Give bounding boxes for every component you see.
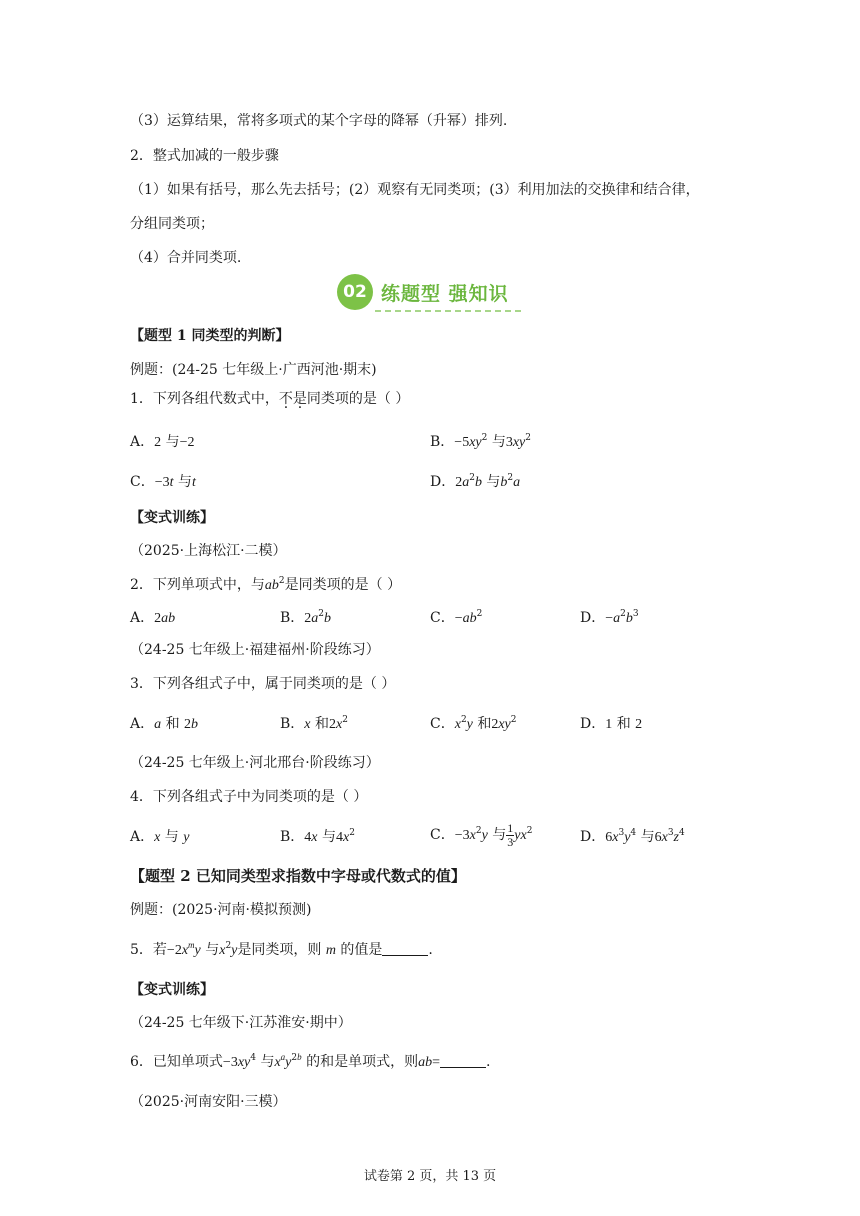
banner-title: 练题型 强知识: [381, 283, 509, 305]
q3-option-a: A．a 和 2b: [130, 716, 199, 732]
q4-option-c: C．$-3x^2y$ 与 $\frac{1}{3}$ $yx^2$: [430, 820, 533, 849]
q4-option-b: B．4x 与$4x^2$: [280, 828, 355, 845]
q6-source: （24-25 七年级下·江苏淮安·期中）: [130, 1015, 352, 1031]
q3-option-b: B．x 和$2x^2$: [280, 715, 348, 732]
q1-option-a: A．2 与−2: [130, 434, 195, 450]
page-footer: 试卷第 2 页，共 13 页: [363, 1169, 497, 1184]
banner-underline: [375, 310, 521, 312]
question-3: 3．下列各组式子中，属于同类项的是（ ）: [130, 676, 396, 692]
q7-source: （2025·河南安阳·三模）: [130, 1094, 287, 1110]
q4-option-a: A．x 与 y: [130, 829, 190, 845]
question-5: 5．若$-2x^my$ 与$x^2y$是同类项，则 m 的值是 .: [130, 940, 433, 958]
section-banner: [337, 274, 527, 314]
q2-option-d: D．$-a^2b^3$: [580, 609, 639, 626]
q1-option-d: D．$2a^2b$ 与$b^2a$: [430, 473, 521, 490]
fraction-one-third: $\frac{1}{3}$: [507, 820, 514, 849]
answer-blank-6: [440, 1053, 486, 1068]
type2-example-source: 例题：(2025·河南·模拟预测): [130, 902, 312, 918]
q2-source: （2025·上海松江·二模）: [130, 543, 287, 559]
type1-variant-heading: 【变式训练】: [130, 510, 214, 526]
question-1: 1．下列各组代数式中，不是同类项的是（ ）: [130, 391, 410, 407]
intro-line-3: （1）如果有括号，那么先去括号；(2）观察有无同类项；(3）利用加法的交换律和结合律，: [130, 182, 700, 198]
intro-line-1: （3）运算结果，常将多项式的某个字母的降幂（升幂）排列.: [130, 113, 508, 129]
q2-option-b: B．$2a^2b$: [280, 609, 332, 626]
type2-variant-heading: 【变式训练】: [130, 982, 214, 998]
question-6: 6．已知单项式$-3xy^4$ 与$x^ay^{2b}$ 的和是单项式，则ab= .: [130, 1052, 491, 1070]
intro-line-5: （4）合并同类项.: [130, 250, 242, 266]
q1-option-c: C．−3t 与t: [130, 474, 196, 490]
q1-option-b: B．$-5xy^2$ 与$3xy^2$: [430, 433, 531, 450]
type1-heading: 【题型 1 同类型的判断】: [130, 328, 290, 344]
q4-option-d: D．$6x^3y^4$ 与$6x^3z^4$: [580, 828, 685, 845]
banner-number: 02: [337, 274, 373, 310]
question-4: 4．下列各组式子中为同类项的是（ ）: [130, 789, 368, 805]
type1-example-source: 例题：(24-25 七年级上·广西河池·期末): [130, 362, 377, 378]
intro-line-2: 2．整式加减的一般步骤: [130, 148, 279, 164]
intro-line-4: 分组同类项；: [130, 216, 214, 232]
q3-option-c: C．$x^2y$ 和$2xy^2$: [430, 715, 517, 732]
q2-option-a: A．2ab: [130, 610, 176, 626]
emphasis-dot-2: 是: [292, 391, 307, 407]
answer-blank-5: [382, 941, 428, 956]
q3-option-d: D．1 和 2: [580, 716, 643, 732]
question-2: 2．下列单项式中，与$ab^2$是同类项的是（ ）: [130, 576, 402, 593]
q2-option-c: C．$-ab^2$: [430, 609, 483, 626]
q4-source: （24-25 七年级上·河北邢台·阶段练习）: [130, 755, 380, 771]
type2-heading: 【题型 2 已知同类型求指数中字母或代数式的值】: [130, 867, 466, 885]
q3-source: （24-25 七年级上·福建福州·阶段练习）: [130, 642, 380, 658]
emphasis-dot-1: 不: [278, 391, 293, 407]
